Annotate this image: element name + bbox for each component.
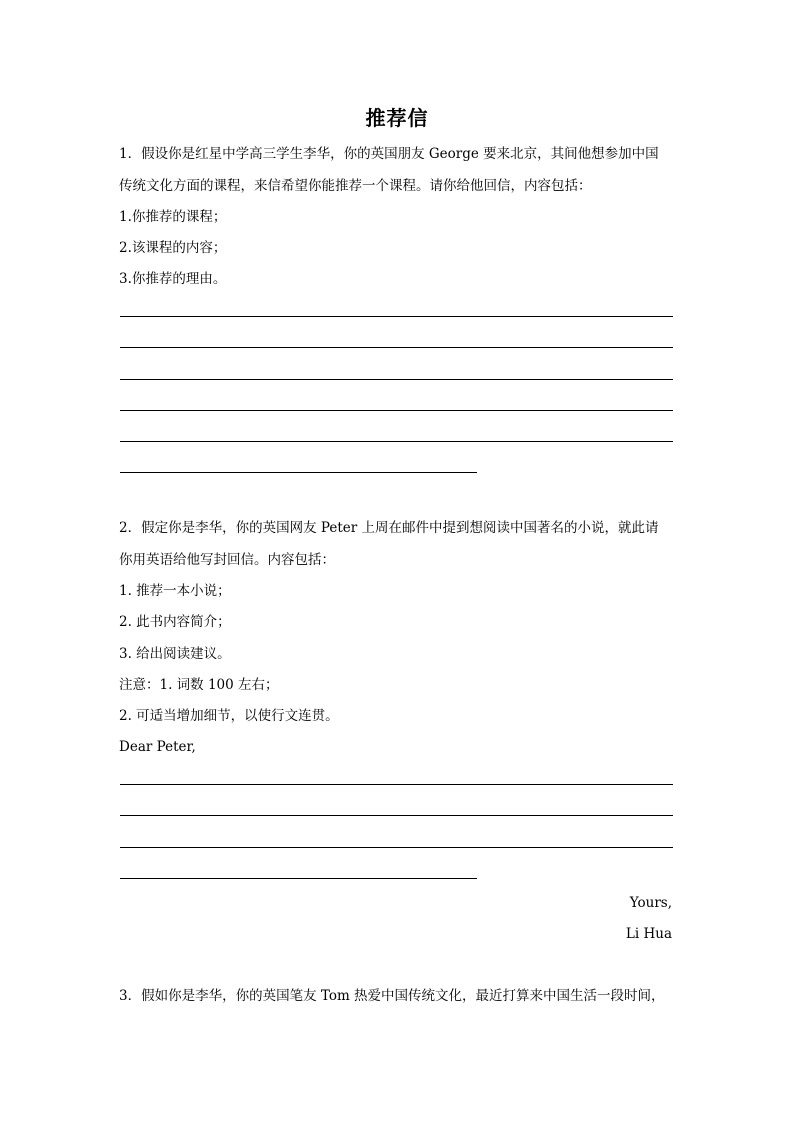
task-2-note-1: 注意：1. 词数 100 左右； (119, 677, 279, 693)
answer-line (120, 316, 673, 317)
answer-line (120, 379, 673, 380)
answer-line (120, 410, 673, 411)
answer-line (120, 472, 477, 473)
answer-line (120, 878, 477, 879)
task-2-note-2: 2. 可适当增加细节，以使行文连贯。 (119, 708, 339, 724)
answer-line (120, 347, 673, 348)
letter-signature: Li Hua (625, 926, 672, 942)
task-1-line-2: 传统文化方面的课程，来信希望你能推荐一个课程。请你给他回信，内容包括： (119, 178, 592, 194)
page-title: 推荐信 (365, 106, 429, 130)
task-1-line-1: 1．假设你是红星中学高三学生李华，你的英国朋友 George 要来北京，其间他想参加中国 (119, 146, 659, 162)
task-1-item-1: 1.你推荐的课程； (119, 209, 227, 225)
answer-line (120, 784, 673, 785)
task-3-line-1: 3．假如你是李华，你的英国笔友 Tom 热爱中国传统文化，最近打算来中国生活一段时间， (119, 988, 665, 1004)
answer-line (120, 441, 673, 442)
answer-line (120, 815, 673, 816)
task-2-item-2: 2. 此书内容简介； (119, 614, 231, 630)
letter-closing: Yours, (629, 895, 672, 911)
letter-salutation: Dear Peter, (119, 739, 196, 755)
task-2-item-3: 3. 给出阅读建议。 (119, 646, 231, 662)
task-2-item-1: 1. 推荐一本小说； (119, 583, 231, 599)
task-1-item-2: 2.该课程的内容； (119, 240, 227, 256)
task-1-item-3: 3.你推荐的理由。 (119, 271, 227, 287)
task-2-line-1: 2．假定你是李华，你的英国网友 Peter 上周在邮件中提到想阅读中国著名的小说，就此请 (119, 520, 659, 536)
task-2-line-2: 你用英语给他写封回信。内容包括： (119, 552, 335, 568)
answer-line (120, 847, 673, 848)
